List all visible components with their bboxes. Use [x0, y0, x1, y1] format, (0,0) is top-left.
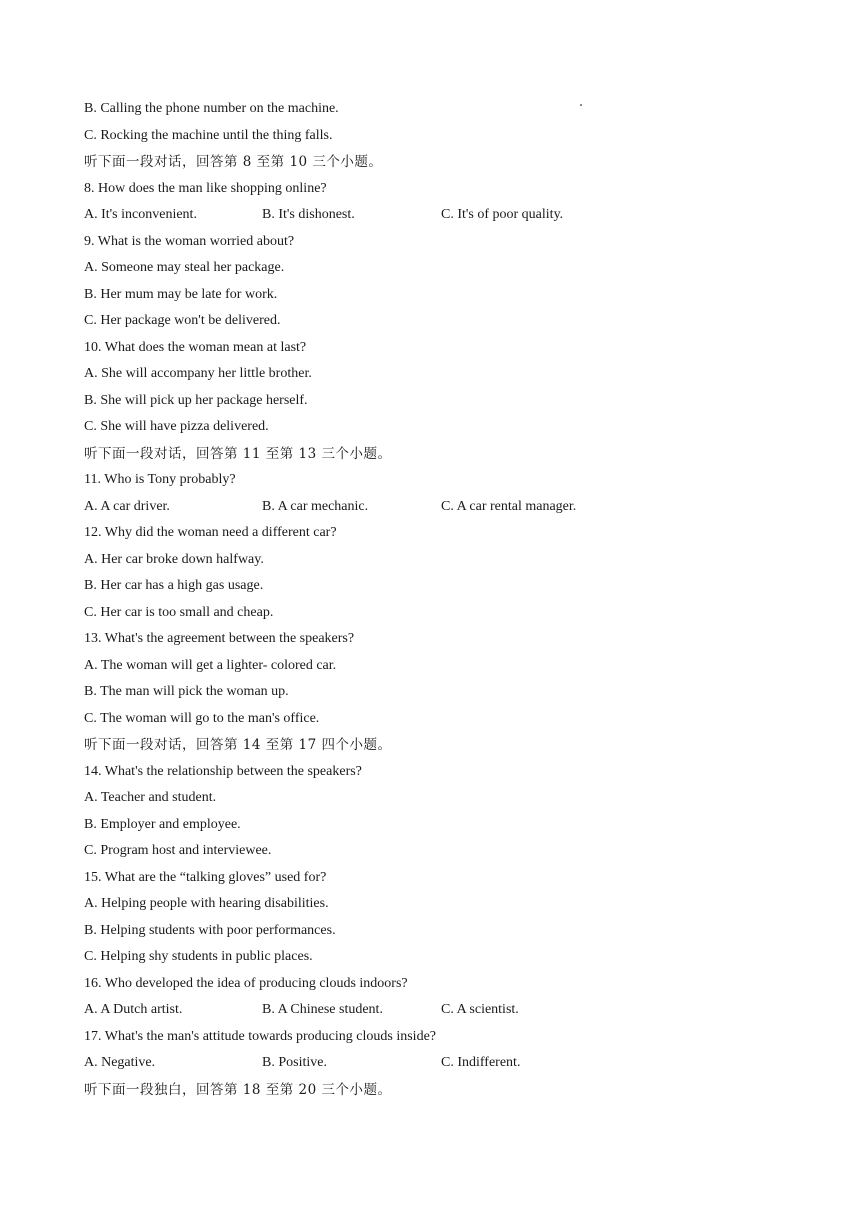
answer-option: B. A Chinese student. [262, 1002, 383, 1017]
option-line: A. Her car broke down halfway. [84, 551, 264, 567]
answer-option: C. It's of poor quality. [441, 207, 564, 222]
answer-option: A. Negative. [84, 1055, 156, 1070]
answer-option: C. A scientist. [441, 1002, 519, 1017]
option-line: B. The man will pick the woman up. [84, 684, 289, 699]
option-line: A. Someone may steal her package. [84, 260, 285, 275]
section-instruction: 听下面一段独白，回答第 18 至第 20 三个小题。 [84, 1081, 392, 1098]
section-instruction: 听下面一段对话，回答第 11 至第 13 三个小题。 [84, 445, 392, 462]
document-page [84, 96, 824, 1103]
option-line: C. Her car is too small and cheap. [84, 604, 274, 620]
option-line: C. She will have pizza delivered. [84, 419, 269, 434]
option-line: C. Rocking the machine until the thing falls. [84, 127, 333, 143]
answer-option: B. It's dishonest. [262, 207, 355, 222]
answer-option: A. A Dutch artist. [84, 1002, 183, 1017]
option-line: C. Helping shy students in public places. [84, 949, 313, 964]
section-instruction: 听下面一段对话，回答第 8 至第 10 三个小题。 [84, 154, 383, 170]
option-line: B. Her car has a high gas usage. [84, 578, 264, 593]
answer-option: C. Indifferent. [441, 1055, 521, 1070]
question-line: 8. How does the man like shopping online? [84, 180, 327, 196]
section-instruction: 听下面一段对话，回答第 14 至第 17 四个小题。 [84, 737, 392, 753]
question-line: 13. What's the agreement between the speakers? [84, 631, 355, 646]
question-line: 11. Who is Tony probably? [84, 472, 236, 487]
question-line: 9. What is the woman worried about? [84, 233, 295, 249]
option-line: A. Teacher and student. [84, 790, 217, 805]
answer-option: A. It's inconvenient. [84, 207, 197, 222]
option-line: B. Helping students with poor performances. [84, 922, 336, 938]
option-line: B. Calling the phone number on the machine. [84, 101, 339, 116]
option-line: B. Her mum may be late for work. [84, 286, 278, 302]
answer-options-row [84, 997, 824, 1024]
answer-options-row [84, 1050, 824, 1077]
question-line: 10. What does the woman mean at last? [84, 339, 307, 355]
question-line: 15. What are the “talking gloves” used for? [84, 869, 327, 885]
answer-option: A. A car driver. [84, 498, 170, 514]
answer-option: C. A car rental manager. [441, 498, 577, 514]
option-line: C. The woman will go to the man's office. [84, 710, 320, 726]
answer-option: B. Positive. [262, 1055, 327, 1070]
question-line: 14. What's the relationship between the speakers? [84, 763, 362, 779]
question-line: 17. What's the man's attitude towards producing clouds inside? [84, 1028, 436, 1044]
question-line: 12. Why did the woman need a different car? [84, 525, 337, 540]
option-line: A. The woman will get a lighter- colored car. [84, 657, 337, 673]
option-line: A. She will accompany her little brother. [84, 366, 312, 381]
option-line: C. Program host and interviewee. [84, 843, 272, 858]
answer-option: B. A car mechanic. [262, 498, 369, 514]
option-line: A. Helping people with hearing disabilities. [84, 896, 329, 911]
answer-options-row [84, 494, 824, 521]
option-line: C. Her package won't be delivered. [84, 313, 281, 328]
option-line: B. She will pick up her package herself. [84, 392, 308, 408]
question-line: 16. Who developed the idea of producing clouds indoors? [84, 975, 408, 991]
option-line: B. Employer and employee. [84, 816, 241, 832]
answer-options-row [84, 202, 824, 229]
